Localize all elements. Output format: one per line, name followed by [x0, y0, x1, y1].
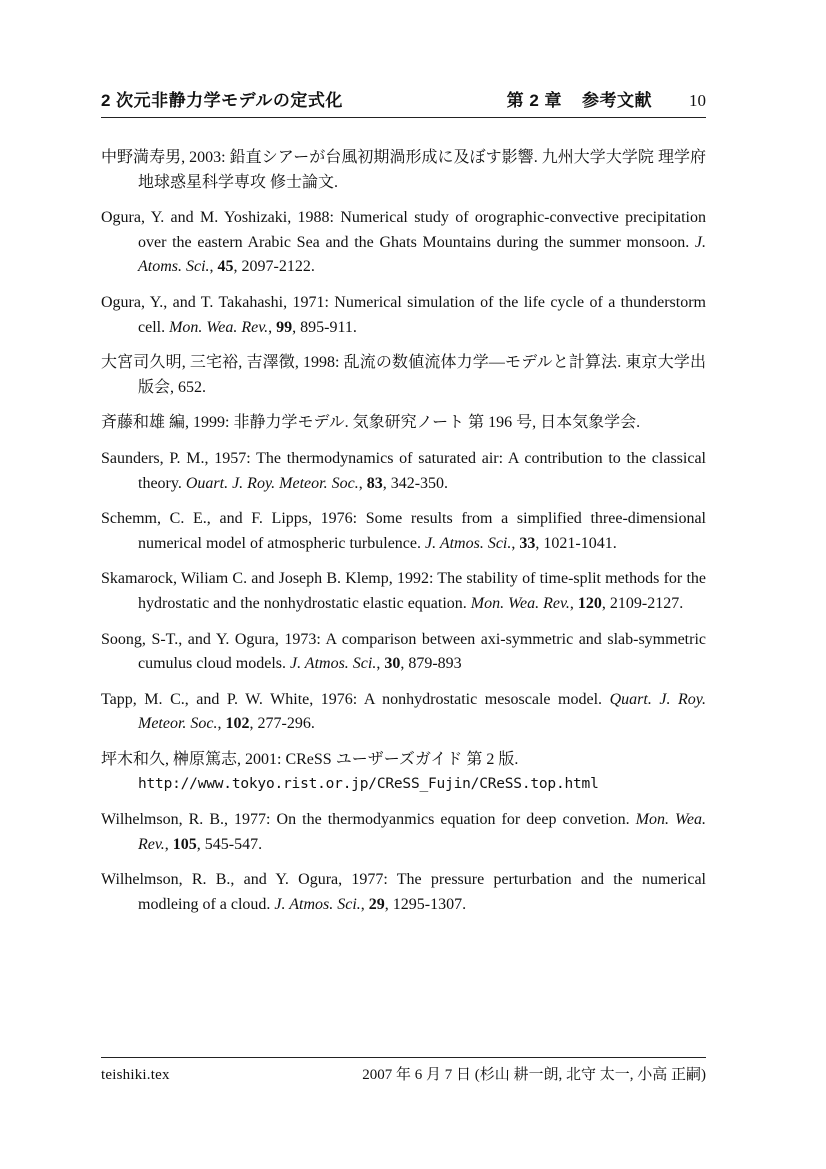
- reference-segment: Skamarock, Wiliam C. and Joseph B. Klemp, 1992: The stability of time-split methods for the hydrostatic and the nonhydrostatic elastic equation.: [101, 570, 706, 612]
- reference-segment: Mon. Wea. Rev.: [138, 811, 706, 853]
- reference-segment: Mon. Wea. Rev.: [470, 594, 570, 612]
- reference-item: [101, 748, 706, 797]
- reference-item: [101, 146, 706, 195]
- reference-segment: Wilhelmson, R. B., 1977: On the thermodyanmics equation for deep convetion.: [101, 811, 636, 829]
- reference-segment: J. Atmos. Sci.: [274, 895, 361, 913]
- page-number: 10: [689, 91, 706, 110]
- reference-item: [101, 808, 706, 857]
- reference-segment: 120: [577, 594, 602, 612]
- reference-segment: , 1021-1041.: [535, 534, 617, 552]
- reference-item: [101, 291, 706, 340]
- reference-segment: ,: [268, 318, 277, 336]
- reference-item: [101, 447, 706, 496]
- reference-segment: Quart. J. Roy. Meteor. Soc.: [138, 690, 706, 733]
- reference-segment: ,: [569, 594, 578, 612]
- reference-segment: , 2109-2127.: [601, 594, 684, 612]
- reference-segment: 30: [384, 655, 401, 673]
- reference-segment: ,: [358, 474, 367, 492]
- reference-item: [101, 628, 706, 677]
- reference-segment: 99: [276, 318, 293, 336]
- reference-segment: ,: [209, 258, 218, 276]
- reference-segment: , 277-296.: [249, 715, 315, 733]
- reference-segment: ,: [217, 715, 226, 733]
- reference-segment: 33: [519, 534, 536, 552]
- reference-segment: Ogura, Y., and T. Takahashi, 1971: Numerical simulation of the life cycle of a thunderstorm cell.: [101, 293, 706, 336]
- reference-segment: ,: [164, 835, 173, 853]
- reference-item: [101, 507, 706, 556]
- footer-filename: teishiki.tex: [101, 1067, 170, 1083]
- page-footer: [101, 1057, 706, 1084]
- reference-segment: Schemm, C. E., and F. Lipps, 1976: Some results from a simplified three-dimensional numerical model of atmospheric turbulence.: [101, 510, 706, 552]
- reference-segment: Tapp, M. C., and P. W. White, 1976: A nonhydrostatic mesoscale model.: [101, 690, 610, 708]
- footer-date-authors: 2007 年 6 月 7 日 (杉山 耕一朗, 北守 太一, 小高 正嗣): [362, 1067, 706, 1083]
- reference-segment: 83: [366, 474, 383, 492]
- reference-segment: , 2097-2122.: [233, 258, 315, 276]
- header-chapter: 第 2 章: [506, 91, 562, 110]
- reference-item: [101, 206, 706, 280]
- reference-segment: 29: [368, 895, 385, 913]
- reference-item: [101, 411, 706, 436]
- page-content: [101, 86, 706, 917]
- reference-segment: ,: [376, 655, 385, 673]
- reference-segment: 中野満寿男, 2003: 鉛直シアーが台風初期渦形成に及ぼす影響. 九州大学大学院 理学府 地球惑星科学専攻 修士論文.: [101, 149, 706, 191]
- reference-segment: ,: [511, 534, 520, 552]
- reference-item: [101, 868, 706, 917]
- reference-segment: Wilhelmson, R. B., and Y. Ogura, 1977: The pressure perturbation and the numerical modleing of a cloud.: [101, 871, 706, 913]
- reference-segment: , 895-911.: [292, 318, 357, 336]
- reference-segment: J. Atmos. Sci.: [289, 655, 377, 673]
- header-section-title: 参考文献: [582, 91, 652, 110]
- reference-segment: , 342-350.: [382, 474, 449, 492]
- reference-segment: 105: [172, 835, 197, 853]
- reference-segment: 斉藤和雄 編, 1999: 非静力学モデル. 気象研究ノート 第 196 号, 日本気象学会.: [101, 414, 641, 432]
- reference-segment: J. Atoms. Sci.: [138, 233, 706, 276]
- reference-segment: 大宮司久明, 三宅裕, 吉澤徴, 1998: 乱流の数値流体力学—モデルと計算法. 東京大学出版会, 652.: [101, 354, 706, 396]
- reference-segment: ,: [360, 895, 369, 913]
- header-right: [507, 86, 706, 111]
- reference-item: [101, 351, 706, 400]
- references-list: [101, 146, 706, 917]
- reference-segment: http://www.tokyo.rist.or.jp/CReSS_Fujin/CReSS.top.html: [138, 776, 599, 793]
- reference-segment: J. Atmos. Sci.: [425, 534, 512, 552]
- page-header: [101, 86, 706, 118]
- reference-segment: 102: [225, 715, 250, 733]
- reference-segment: Ouart. J. Roy. Meteor. Soc.: [185, 474, 359, 492]
- reference-segment: Saunders, P. M., 1957: The thermodynamics of saturated air: A contribution to the classical theory.: [101, 449, 706, 492]
- reference-segment: , 879-893: [400, 655, 462, 673]
- reference-segment: 坪木和久, 榊原篤志, 2001: CReSS ユーザーズガイド 第 2 版.: [101, 750, 519, 768]
- reference-segment: 45: [217, 258, 234, 276]
- reference-segment: Soong, S-T., and Y. Ogura, 1973: A comparison between axi-symmetric and slab-symmetric cumulus cloud models.: [101, 630, 706, 673]
- reference-item: [101, 567, 706, 616]
- reference-segment: , 1295-1307.: [384, 895, 467, 913]
- reference-segment: , 545-547.: [196, 835, 263, 853]
- reference-item: [101, 688, 706, 737]
- reference-segment: Ogura, Y. and M. Yoshizaki, 1988: Numerical study of orographic-convective precipitation over the eastern Arabic Sea and the Ghats Mountains during the summer monsoon.: [101, 209, 706, 251]
- reference-segment: Mon. Wea. Rev.: [169, 318, 269, 336]
- header-left-title: 2 次元非静力学モデルの定式化: [101, 91, 343, 110]
